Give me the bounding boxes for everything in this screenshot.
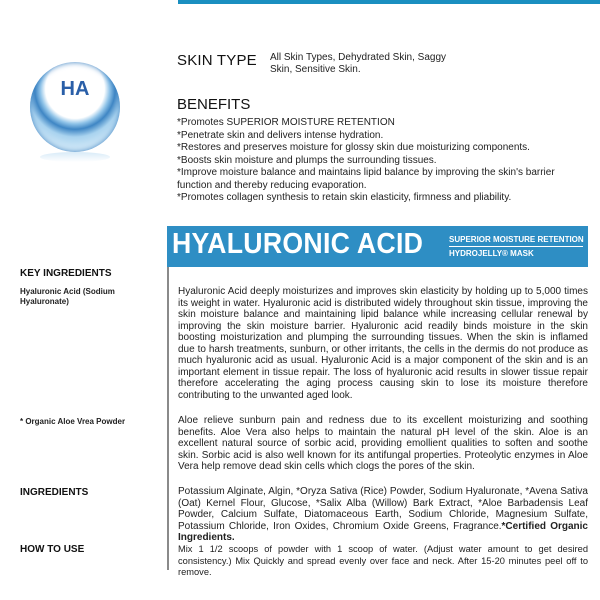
benefit-item: * Improve moisture balance and maintains lipid balance by improving the skin's barrier function and thereby reducing evaporation.	[177, 167, 587, 192]
key-ingredient-description: Aloe relieve sunburn pain and redness due to its excellent moisturizing and soothing benefits. Aloe Vera also helps to maintain the natural pH level of the skin. Aloe is an excellent natural source of sorbic acid, providing emollient qualities to soften and soothe skin. Sorbic acid is also well known for its antifungal properties. Proteolytic enzymes in Aloe Vera help remove dead skin cells which clogs the pores of the skin.	[178, 415, 588, 472]
banner-subtitle	[449, 234, 583, 259]
how-to-use-text: Mix 1 1/2 scoops of powder with 1 scoop of water. (Adjust water amount to get desired consistency.) Mix Quickly and spread evenly over face and neck. After 15-20 minutes peel off to remove.	[178, 544, 588, 577]
key-ingredient-name: Hyaluronic Acid (Sodium Hyaluronate)	[20, 287, 115, 306]
product-banner	[167, 226, 588, 267]
benefit-item: * Penetrate skin and delivers intense hydration.	[177, 130, 587, 143]
benefit-item: * Restores and preserves moisture for glossy skin due moisturizing components.	[177, 142, 587, 155]
logo-reflection	[40, 152, 110, 162]
banner-subtitle-line1: SUPERIOR MOISTURE RETENTION	[449, 234, 583, 247]
organic-note: *Certified Organic Ingredients.	[178, 520, 588, 543]
column-divider	[167, 267, 169, 570]
ingredients-list: Potassium Alginate, Algin, *Oryza Sativa (Rice) Powder, Sodium Hyaluronate, *Avena Sativa (Oat) Kernel Flour, Glucose, *Salix Alba (Willow) Bark Extract, *Aloe Barbadensis Leaf Powder, Calcium Sulfate, Diatomaceous Earth, Sodium Chloride, Magnesium Sulfate, Potassium Chloride, Iron Oxides, Chromium Oxide Greens, Fragrance.	[178, 486, 588, 532]
ha-logo-icon	[30, 62, 120, 152]
ingredients-label: INGREDIENTS	[20, 487, 89, 498]
benefits-title: BENEFITS	[177, 96, 251, 113]
benefits-list	[177, 117, 587, 205]
banner-subtitle-line2: HYDROJELLY® MASK	[449, 249, 534, 258]
key-ingredients-label: KEY INGREDIENTS	[20, 268, 112, 279]
key-ingredient-name: * Organic Aloe Vrea Powder	[20, 417, 126, 426]
banner-title: HYALURONIC ACID	[172, 228, 424, 260]
benefit-item: * Boosts skin moisture and plumps the surrounding tissues.	[177, 155, 587, 168]
logo-text: HA	[60, 78, 90, 100]
benefit-item: * Promotes collagen synthesis to retain skin elasticity, firmness and pliability.	[177, 192, 587, 205]
top-accent-bar	[178, 0, 600, 4]
benefit-item: * Promotes SUPERIOR MOISTURE RETENTION	[177, 117, 587, 130]
skin-type-value: All Skin Types, Dehydrated Skin, Saggy Skin, Sensitive Skin.	[270, 52, 447, 75]
skin-type-label: SKIN TYPE	[177, 52, 257, 69]
key-ingredient-description: Hyaluronic Acid deeply moisturizes and improves skin elasticity by holding up to 5,000 times its weight in water. Hyaluronic acid is distributed widely throughout skin tissue, improving the skin moisture balance and maintaining lipid balance while increasing cellular renewal by improving the skin moisture barrier. Hyaluronic acid readily binds moisture in the skin boosting moisturization and plumping the surrounding tissues. When the skin is inflamed due to harsh treatments, sunburn, or other irritants, the cells in the dermis do not produce as much hyaluronic acid as usual. Hyaluronic Acid is a major component of the skin and is an important element in tissue repair. The loss of hyaluronic acid results in slower tissue repair therefore accelerating the aging process causing skin to lose its moisture therefore contributing to the unwanted aged look.	[178, 286, 588, 401]
how-to-use-label: HOW TO USE	[20, 544, 85, 555]
ingredients-text	[178, 486, 588, 544]
